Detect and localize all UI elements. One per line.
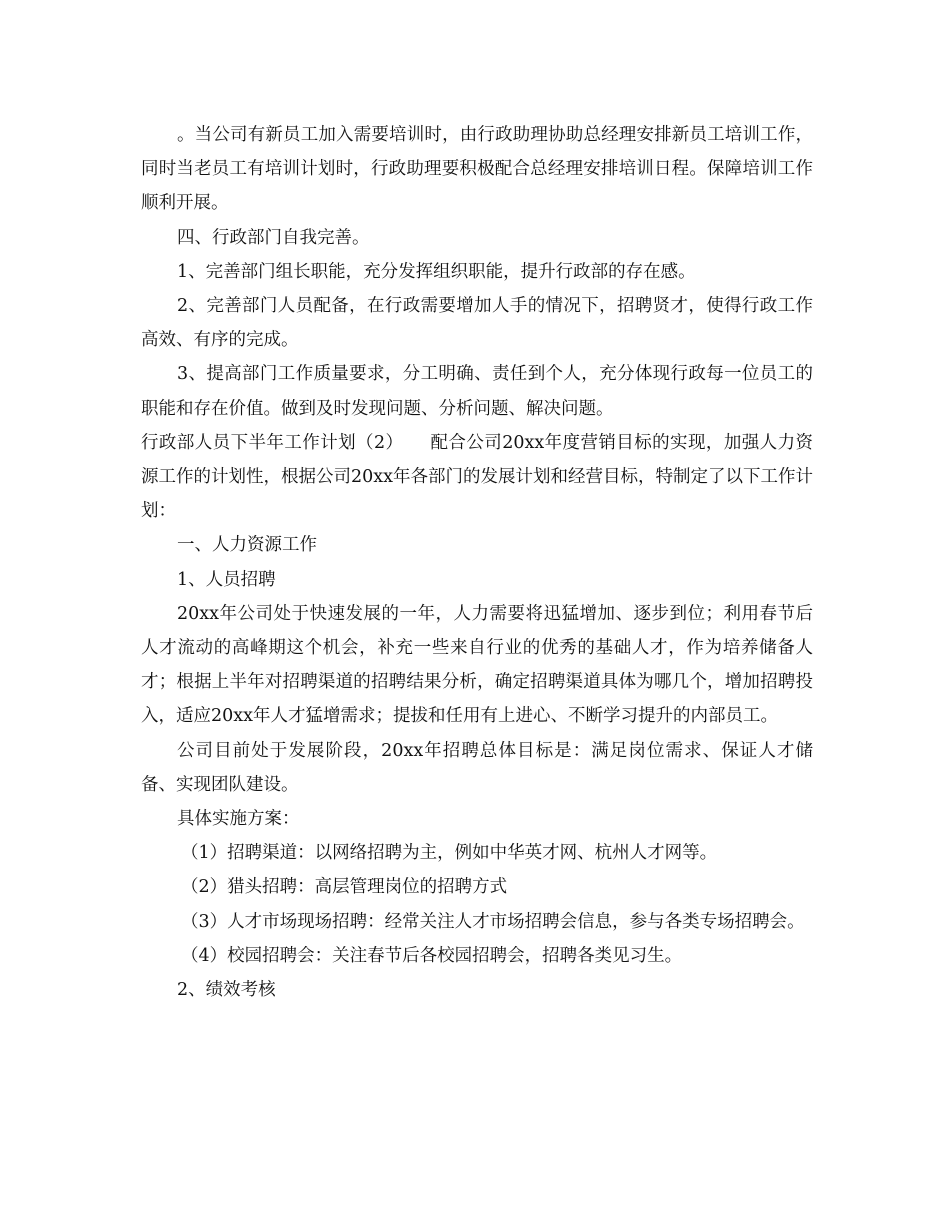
paragraph-item-3: 3、提高部门工作质量要求，分工明确、责任到个人，充分体现行政每一位员工的职能和存在价值。做到及时发现问题、分析问题、解决问题。 [141, 364, 813, 419]
list-item-headhunting: （2）猎头招聘：高层管理岗位的招聘方式 [181, 877, 508, 898]
list-item-job-fair: （3）人才市场现场招聘：经常关注人才市场招聘会信息，参与各类专场招聘会。 [181, 911, 805, 932]
heading-hr-work: 一、人力资源工作 [177, 535, 317, 556]
list-item-channels: （1）招聘渠道：以网络招聘为主，例如中华英才网、杭州人才网等。 [181, 843, 718, 864]
paragraph-recruitment-overview: 20xx年公司处于快速发展的一年，人力需要将迅猛增加、逐步到位；利用春节后人才流动的高峰期这个机会，补充一些来自行业的优秀的基础人才，作为培养储备人才；根据上半年对招聘渠道的招聘结果分析，确定招聘渠道具体为哪几个，增加招聘投入，适应20xx年人才猛增需求；提拔和任用有上进心、不断学习提升的内部员工。 [141, 603, 813, 727]
paragraph-item-2: 2、完善部门人员配备，在行政需要增加人手的情况下，招聘贤才，使得行政工作高效、有序的完成。 [141, 296, 813, 351]
paragraph-item-1: 1、完善部门组长职能，充分发挥组织职能，提升行政部的存在感。 [177, 261, 696, 282]
heading-recruitment: 1、人员招聘 [177, 569, 276, 590]
paragraph-training: 。当公司有新员工加入需要培训时，由行政助理协助总经理安排新员工培训工作，同时当老员工有培训计划时，行政助理要积极配合总经理安排培训日程。保障培训工作顺利开展。 [141, 125, 813, 214]
document-body [141, 118, 813, 1007]
heading-implementation: 具体实施方案： [177, 809, 300, 830]
paragraph-recruitment-goal: 公司目前处于发展阶段，20xx年招聘总体目标是：满足岗位需求、保证人才储备、实现团队建设。 [141, 740, 813, 795]
paragraph-plan-title: 行政部人员下半年工作计划（2） 配合公司20xx年度营销目标的实现，加强人力资源工作的计划性，根据公司20xx年各部门的发展计划和经营目标，特制定了以下工作计划： [141, 432, 814, 522]
list-item-campus: （4）校园招聘会：关注春节后各校园招聘会，招聘各类见习生。 [181, 945, 683, 966]
heading-section-4: 四、行政部门自我完善。 [177, 227, 370, 248]
heading-performance: 2、绩效考核 [177, 980, 276, 1001]
